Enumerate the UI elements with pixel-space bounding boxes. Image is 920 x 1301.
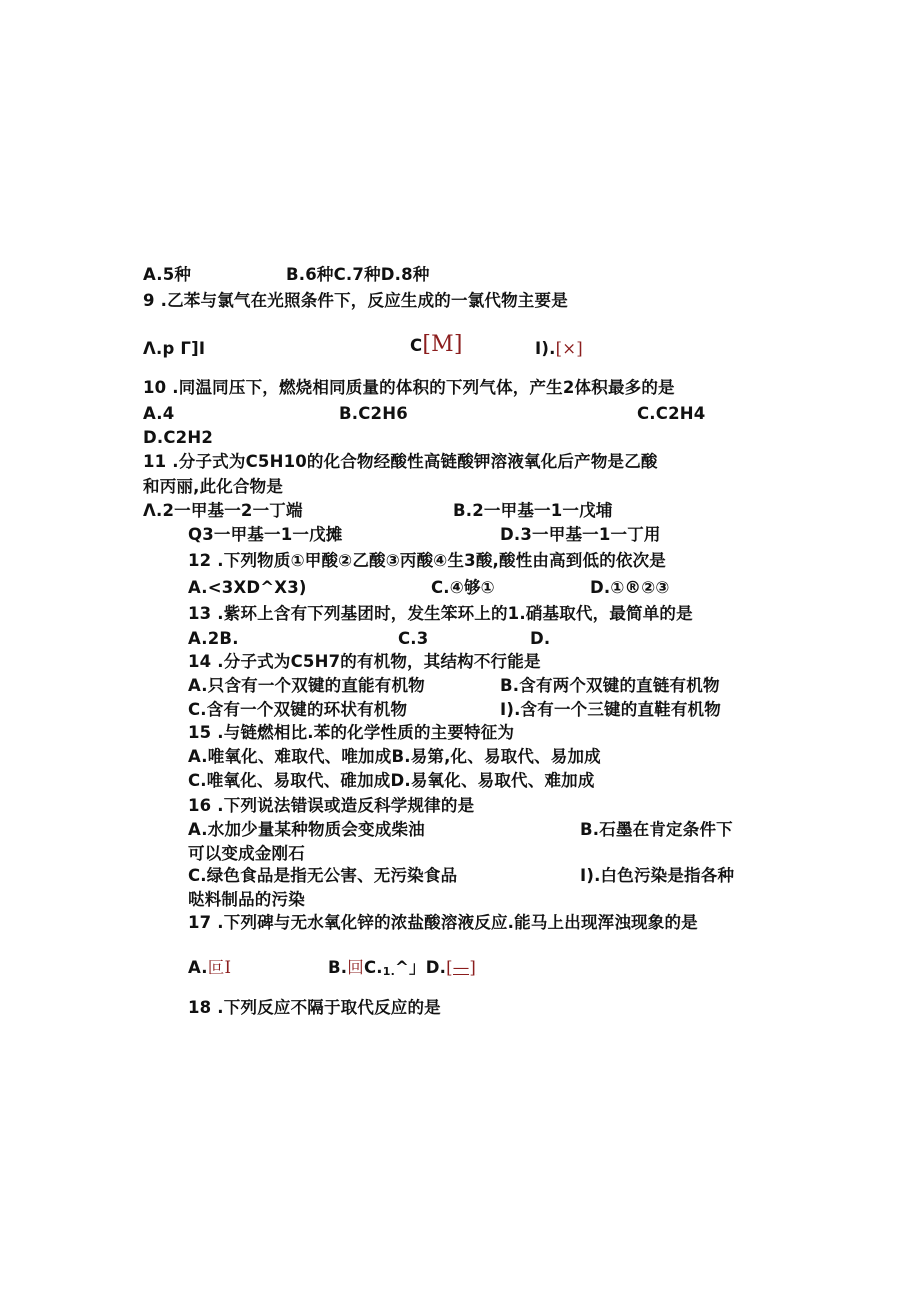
q17-option-b-structure: 回 [347, 958, 364, 977]
question-14: 14 .分子式为C5H7的有机物，其结构不行能是 [188, 652, 541, 671]
q16-option-a: A.水加少量某种物质会变成柴油 [188, 820, 425, 839]
question-12: 12 .下列物质①甲酸②乙酸③丙酸④生3酸,酸性由高到低的依次是 [188, 551, 667, 570]
q17-option-c-label: C. [363, 958, 383, 977]
q16-option-b: B.石墨在肯定条件下 [580, 820, 733, 839]
q15-options-cd: C.唯氧化、易取代、碓加成D.易氧化、易取代、难加成 [188, 771, 595, 790]
q9-option-d [535, 338, 583, 360]
q8-options-bcd: B.6种C.7种D.8种 [286, 265, 430, 284]
q10-option-d: D.C2H2 [143, 428, 214, 447]
q12-option-c: C.④够① [431, 578, 495, 597]
question-16: 16 .下列说法错误或造反科学规律的是 [188, 796, 475, 815]
q9-option-c [410, 334, 463, 357]
q17-option-d-label: ^」D. [394, 958, 447, 977]
q9-option-d-structure: [×] [555, 339, 583, 358]
q9-option-c-structure: [M] [422, 332, 463, 357]
q14-option-d: I).含有一个三键的直鞋有机物 [500, 700, 721, 719]
question-10: 10 .同温同压下，燃烧相同质量的体积的下列气体，产生2体积最多的是 [143, 378, 675, 397]
q16-option-b-cont: 可以变成金刚石 [188, 844, 305, 863]
q13-option-d: D. [530, 629, 551, 648]
q13-option-c: C.3 [398, 629, 429, 648]
question-15: 15 .与链燃相比.苯的化学性质的主要特征为 [188, 723, 515, 742]
q10-option-a: A.4 [143, 404, 175, 423]
question-18: 18 .下列反应不隔于取代反应的是 [188, 998, 441, 1017]
q9-option-c-label: C [410, 336, 423, 355]
question-17: 17 .下列碑与无水氧化锌的浓盐酸溶液反应.能马上出现浑浊现象的是 [188, 913, 698, 932]
q12-option-a: A.<3XD^X3) [188, 578, 307, 597]
question-13: 13 .紫环上含有下列基团时，发生笨环上的1.硝基取代，最简单的是 [188, 604, 693, 623]
q17-option-a [188, 957, 231, 979]
q14-option-a: A.只含有一个双键的直能有机物 [188, 676, 425, 695]
q11-option-b: B.2一甲基一1一戊埔 [453, 501, 613, 520]
q11-option-c: Q3一甲基一1一戊摊 [188, 525, 343, 544]
question-11-cont: 和丙丽,此化合物是 [143, 477, 284, 496]
question-11: 11 .分子式为C5H10的化合物经酸性高链酸钾溶液氧化后产物是乙酸 [143, 452, 658, 471]
q8-option-a: A.5种 [143, 265, 192, 284]
q16-option-d-cont: 哒料制品的污染 [188, 890, 305, 909]
q17-option-b-label: B. [328, 958, 348, 977]
question-9: 9 .乙苯与氯气在光照条件下，反应生成的一氯代物主要是 [143, 291, 568, 310]
q16-option-c: C.绿色食品是指无公害、无污染食品 [188, 866, 458, 885]
q17-option-a-structure: 叵I [207, 958, 232, 977]
q17-option-d-structure: [—] [446, 958, 477, 977]
q11-option-a: Λ.2一甲基一2一丁端 [143, 501, 303, 520]
q13-options-ab: A.2B. [188, 629, 239, 648]
q11-option-d: D.3一甲基一1一丁用 [500, 525, 661, 544]
q9-option-d-label: I). [535, 339, 556, 358]
q16-option-d: I).白色污染是指各种 [580, 866, 735, 885]
q10-option-c: C.C2H4 [637, 404, 706, 423]
q14-option-c: C.含有一个双键的环状有机物 [188, 700, 408, 719]
q9-option-a: Λ.p Γ]I [143, 339, 206, 358]
q14-option-b: B.含有两个双键的直链有机物 [500, 676, 720, 695]
q15-options-ab: A.唯氧化、难取代、唯加成B.易第,化、易取代、易加成 [188, 747, 601, 766]
q10-option-b: B.C2H6 [339, 404, 408, 423]
q17-options-bcd [328, 957, 476, 983]
q12-option-d: D.①®②③ [590, 578, 670, 597]
q17-option-c-fragment: 1. [382, 965, 395, 978]
q17-option-a-label: A. [188, 958, 208, 977]
